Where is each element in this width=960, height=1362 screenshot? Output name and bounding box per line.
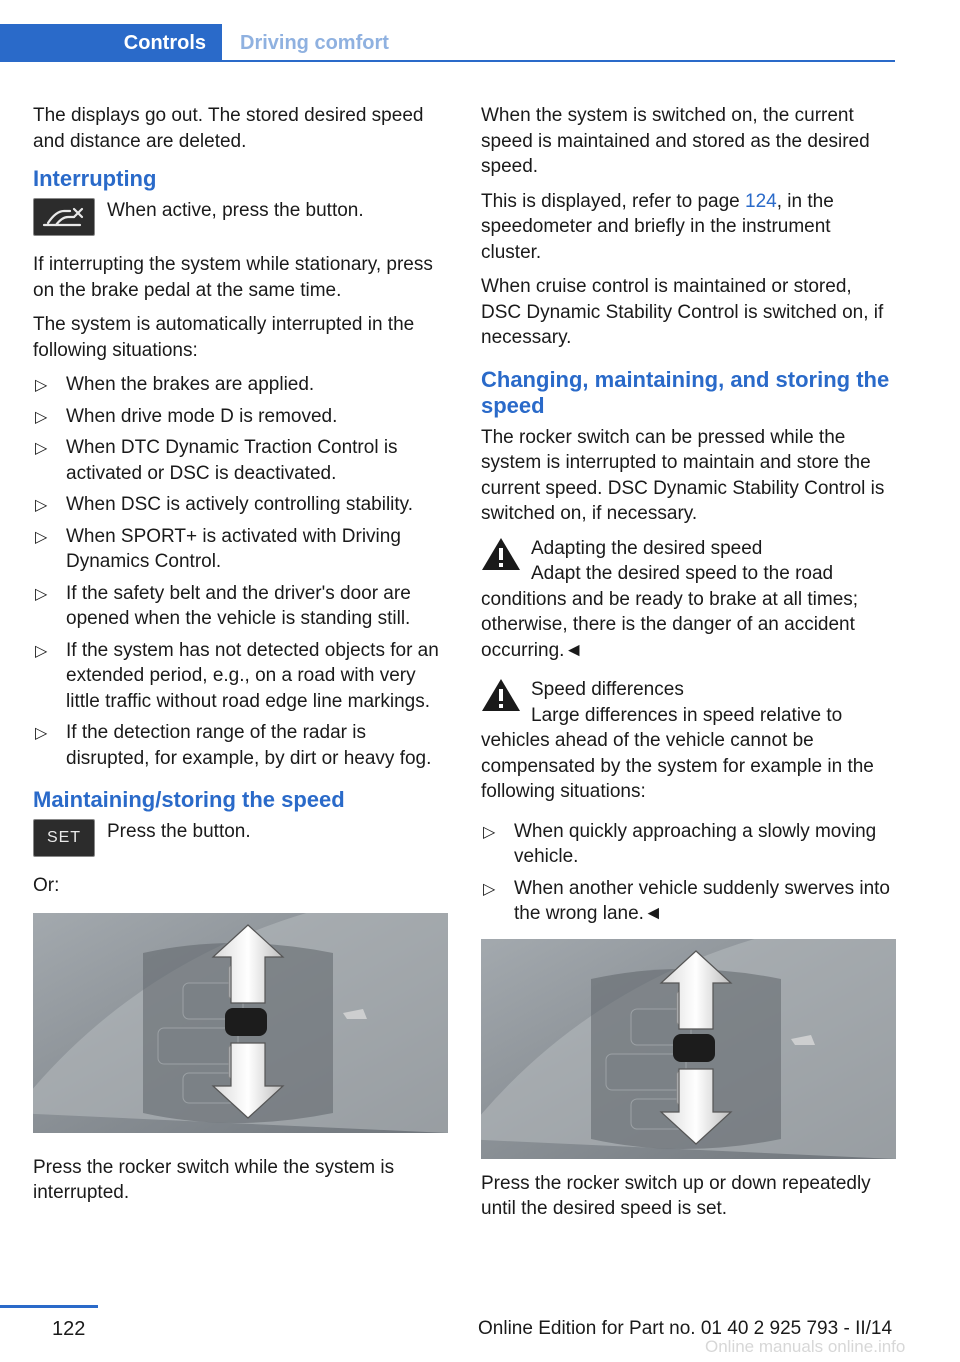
list-item-text: If the safety belt and the driver's door are opened when the vehicle is standing still. (66, 582, 411, 629)
edition-text: Online Edition for Part no. 01 40 2 925 793 - II/14 (478, 1318, 893, 1339)
watermark: Online manuals online.info (705, 1337, 906, 1356)
list-item-text: When DTC Dynamic Traction Control is activated or DSC is deactivated. (66, 437, 398, 484)
list-item (33, 372, 449, 398)
triangle-bullet-icon: ▷ (35, 528, 48, 546)
triangle-bullet-icon: ▷ (35, 642, 48, 660)
heading-interrupting: Interrupting (33, 166, 157, 191)
list-item (33, 581, 449, 632)
warning-adapting-speed (481, 536, 895, 664)
paragraph-page-reference (481, 189, 895, 266)
right-column (481, 103, 895, 1231)
steering-wheel-rocker-photo (33, 913, 448, 1133)
warning-triangle-icon (481, 536, 521, 572)
steering-wheel-rocker-photo (481, 939, 896, 1159)
list-item-text: When drive mode D is removed. (66, 405, 338, 427)
header-rule (222, 60, 895, 62)
speed-difference-list (481, 819, 895, 927)
list-item-text: When DSC is actively controlling stability. (66, 494, 414, 515)
triangle-bullet-icon: ▷ (35, 585, 48, 603)
page-number: 122 (52, 1318, 86, 1340)
warning-speed-differences (481, 677, 895, 805)
list-item (481, 819, 895, 870)
warning-triangle-icon (481, 677, 521, 713)
paragraph: Or: (33, 875, 60, 896)
paragraph: The displays go out. The stored desired speed and distance are deleted. (33, 105, 424, 152)
triangle-bullet-icon: ▷ (35, 408, 48, 426)
warning-title: Speed differences (531, 679, 684, 700)
left-column (33, 103, 449, 1215)
heading-changing: Changing, maintaining, and storing the speed (481, 366, 890, 418)
tab-controls[interactable] (0, 24, 222, 62)
list-item (33, 638, 449, 715)
page-link[interactable]: 124 (745, 190, 777, 212)
triangle-bullet-icon: ▷ (35, 377, 48, 394)
tab-controls-label: Controls (123, 32, 206, 54)
list-item-text: When SPORT+ is activated with Driving Dynamics Control. (66, 525, 401, 572)
paragraph: If interrupting the system while stationary, press on the brake pedal at the same time. (33, 254, 433, 301)
set-button-icon: SET (33, 819, 95, 857)
paragraph: When cruise control is maintained or stored, DSC Dynamic Stability Control is switched on, if necessary. (481, 276, 884, 348)
list-item-text: If the system has not detected objects for an extended period, e.g., on a road with very little traffic without road edge line markings. (66, 639, 439, 712)
interrupt-button-row (33, 198, 449, 242)
list-item (33, 435, 449, 486)
paragraph: Press the rocker switch while the system is interrupted. (33, 1156, 395, 1203)
list-item-text: When the brakes are applied. (66, 374, 315, 395)
warning-body: Adapt the desired speed to the road conditions and be ready to brake at all times; otherwise, there is the danger of an accident occurring.◄ (481, 563, 859, 661)
triangle-bullet-icon: ▷ (35, 725, 48, 742)
triangle-bullet-icon: ▷ (35, 497, 48, 514)
heading-maintaining: Maintaining/storing the speed (33, 787, 345, 812)
list-item (481, 876, 895, 927)
set-button-text: Press the button. (107, 821, 251, 842)
situations-list (33, 372, 449, 771)
tab-driving-comfort[interactable]: Driving comfort (240, 32, 389, 54)
paragraph: When the system is switched on, the current speed is maintained and stored as the desired speed. (481, 105, 870, 177)
list-item-text: When another vehicle suddenly swerves into the wrong lane.◄ (514, 877, 890, 924)
list-item (33, 404, 449, 430)
list-item (33, 524, 449, 575)
triangle-bullet-icon: ▷ (483, 880, 496, 898)
cruise-interrupt-button-icon (33, 198, 95, 236)
paragraph: The rocker switch can be pressed while the system is interrupted to maintain and store the current speed. DSC Dynamic Stability Control is switched on, if necessary. (481, 426, 885, 524)
list-item-text: If the detection range of the radar is disrupted, for example, by dirt or heavy fog. (66, 722, 432, 769)
list-item (33, 720, 449, 771)
warning-title: Adapting the desired speed (531, 537, 763, 559)
interrupt-button-text: When active, press the button. (107, 200, 364, 221)
page-header (0, 24, 895, 62)
paragraph: The system is automatically interrupted in the following situations: (33, 314, 415, 361)
footer-rule (0, 1305, 98, 1308)
paragraph: Press the rocker switch up or down repeatedly until the desired speed is set. (481, 1172, 871, 1219)
list-item-text: When quickly approaching a slowly moving vehicle. (514, 820, 877, 867)
text: This is displayed, refer to page (481, 190, 746, 212)
text: , in the speedometer and briefly in the instrument cluster. (481, 190, 834, 263)
triangle-bullet-icon: ▷ (35, 440, 48, 457)
triangle-bullet-icon: ▷ (483, 823, 496, 841)
set-button-row (33, 819, 449, 863)
list-item (33, 492, 449, 518)
warning-body: Large differences in speed relative to vehicles ahead of the vehicle cannot be compensated by the system for example in the following situations: (481, 704, 874, 802)
